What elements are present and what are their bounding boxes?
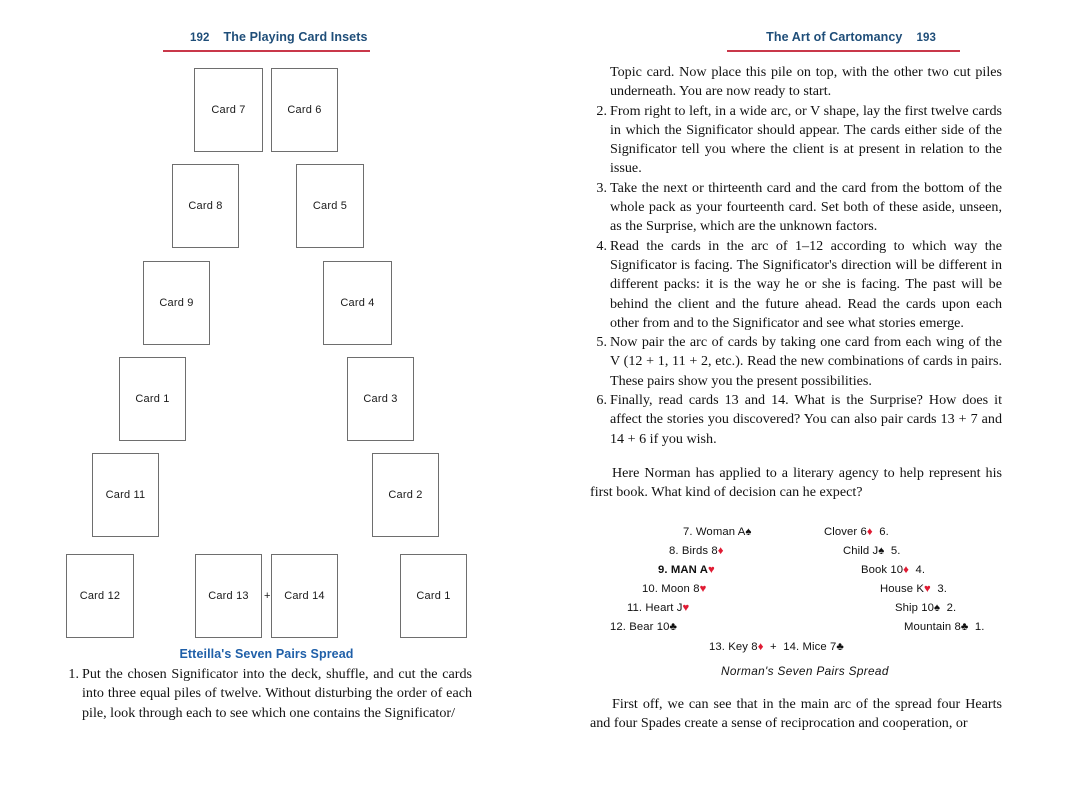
spread-surprise-line bbox=[709, 641, 844, 653]
instruction-text: Finally, read cards 13 and 14. What is the Surprise? How does it affect the stories you discovered? You can also pair cards 13 + 7 and 14 + 6 if you wish. bbox=[610, 392, 1002, 447]
spread-entry-name: Birds bbox=[681, 545, 709, 557]
header-rule-right bbox=[727, 50, 960, 52]
card-label: Card 3 bbox=[363, 393, 398, 405]
spread-entry-rank: K bbox=[916, 583, 925, 595]
card-box bbox=[119, 357, 186, 441]
spread-entry-number: 7. bbox=[683, 526, 693, 538]
spread-entry-number: 3. bbox=[937, 583, 947, 595]
spread-entry-name: Child bbox=[843, 545, 870, 557]
instruction-text: Read the cards in the arc of 1–12 according to which way the Significator is facing. The Significator's direction will be different in different packs: it is the way he or she is facing. The past will be behind the client and the future ahead. Read the cards upon each other from and to the Significator and see what stories emerge. bbox=[610, 237, 1002, 331]
spread-entry bbox=[669, 545, 724, 557]
card-spread-diagram bbox=[0, 0, 533, 660]
card-label: Card 2 bbox=[388, 489, 423, 501]
spread-entry-rank: A bbox=[737, 526, 746, 538]
instruction-number: 2. bbox=[596, 102, 607, 119]
card-box bbox=[194, 68, 263, 152]
instruction-item bbox=[590, 237, 1002, 333]
spread-entry-suit-icon: ♠ bbox=[934, 602, 941, 614]
card-label: Card 14 bbox=[284, 590, 325, 602]
card-box bbox=[271, 68, 338, 152]
instruction-number: 4. bbox=[596, 237, 607, 254]
card-box bbox=[271, 554, 338, 638]
spread-entry-number: 6. bbox=[879, 526, 889, 538]
spread-entry-rank: J bbox=[676, 602, 683, 614]
spread-entry-name: Book bbox=[861, 564, 888, 576]
instruction-item bbox=[590, 333, 1002, 391]
spread-entry-suit-icon: ♥ bbox=[682, 602, 690, 614]
card-label: Card 12 bbox=[79, 590, 121, 602]
surprise-entry-number: 14. bbox=[783, 641, 800, 653]
instruction-text: Take the next or thirteenth card and the card from the bottom of the whole pack as your fourteenth card. Set both of these aside, unseen, as the Surprise, which are the unknown factors. bbox=[610, 179, 1002, 235]
spread-entry-rank: A bbox=[699, 564, 708, 576]
spread-entry bbox=[627, 602, 689, 614]
spread-entry-number: 2. bbox=[946, 602, 957, 614]
closing-paragraph-block bbox=[590, 695, 1002, 734]
spread-entry-suit-icon: ♣ bbox=[960, 621, 969, 633]
spread-entry-name: Moon bbox=[661, 583, 690, 595]
spread-entry-suit-icon: ♦ bbox=[903, 564, 910, 576]
card-label: Card 13 bbox=[208, 590, 249, 602]
card-label: Card 1 bbox=[135, 393, 170, 405]
instruction-item bbox=[590, 391, 1002, 449]
card-box bbox=[296, 164, 364, 248]
spread-entry-name: Ship bbox=[895, 602, 919, 614]
left-instructions-block bbox=[62, 665, 472, 723]
card-label: Card 11 bbox=[105, 489, 146, 501]
spread-entry bbox=[904, 621, 985, 633]
norman-intro-paragraph: Here Norman has applied to a literary agency to help represent his first book. What kind of decision can he expect? bbox=[590, 465, 1002, 501]
spread-entry-rank: 8 bbox=[954, 621, 961, 633]
surprise-entry-name: Mice bbox=[802, 641, 827, 653]
instruction-text: Put the chosen Significator into the deck, shuffle, and cut the cards into three equal piles of twelve. Without disturbing the order of each pile, look through each to see which one contains the Significator/ bbox=[82, 666, 472, 721]
card-label: Card 9 bbox=[159, 297, 194, 309]
spread-entry-suit-icon: ♥ bbox=[708, 564, 715, 576]
instruction-item bbox=[62, 665, 472, 723]
spread-entry bbox=[683, 526, 751, 538]
instruction-number: 6. bbox=[596, 392, 607, 409]
spread-entry-rank: 8 bbox=[711, 545, 718, 557]
card-box bbox=[347, 357, 414, 441]
instruction-item bbox=[590, 179, 1002, 237]
instruction-number: 3. bbox=[596, 179, 607, 196]
right-page bbox=[533, 0, 1066, 800]
spread-entry-name: Clover bbox=[824, 526, 858, 538]
spread-entry-number: 4. bbox=[915, 564, 926, 576]
instruction-item bbox=[590, 102, 1002, 179]
spread-entry-number: 11. bbox=[627, 602, 643, 614]
card-box bbox=[372, 453, 439, 537]
card-box bbox=[92, 453, 159, 537]
spread-entry-number: 9. bbox=[658, 564, 668, 576]
diagram-plus-sign: + bbox=[264, 590, 271, 602]
folio-left: 192 bbox=[190, 32, 210, 44]
surprise-entry-number: 13. bbox=[709, 641, 726, 653]
spread-entry-suit-icon: ♦ bbox=[866, 526, 873, 538]
spread-entry-rank: 10 bbox=[656, 621, 670, 633]
spread-entry-rank: 10 bbox=[921, 602, 935, 614]
spread-entry-name: MAN bbox=[670, 564, 697, 576]
card-label: Card 4 bbox=[340, 297, 375, 309]
surprise-plus-sign: + bbox=[770, 641, 777, 653]
spread-entry-name: House bbox=[880, 583, 914, 595]
card-box bbox=[66, 554, 134, 638]
spread-entry-rank: J bbox=[872, 545, 879, 557]
spread-entry-name: Bear bbox=[629, 621, 654, 633]
right-text-column-top bbox=[590, 63, 1002, 449]
norman-intro-block bbox=[590, 464, 1002, 503]
card-label: Card 8 bbox=[188, 200, 223, 212]
spread-entry bbox=[658, 564, 715, 576]
surprise-entry-suit-icon: ♦ bbox=[757, 641, 764, 653]
running-head-title-right: The Art of Cartomancy bbox=[766, 30, 903, 44]
spread-entry-suit-icon: ♥ bbox=[924, 583, 931, 595]
spread-entry-rank: 8 bbox=[693, 583, 700, 595]
spread-entry-number: 10. bbox=[642, 583, 659, 595]
continued-paragraph: Topic card. Now place this pile on top, with the other two cut piles underneath. You are now ready to start. bbox=[610, 64, 1002, 100]
card-box bbox=[195, 554, 262, 638]
card-box bbox=[172, 164, 239, 248]
spread-entry-name: Mountain bbox=[904, 621, 952, 633]
instruction-list-left bbox=[62, 665, 472, 723]
card-label: Card 1 bbox=[416, 590, 451, 602]
card-label: Card 6 bbox=[287, 104, 322, 116]
spread-entry bbox=[843, 545, 900, 557]
spread-entry-suit-icon: ♦ bbox=[717, 545, 724, 557]
spread-entry-suit-icon: ♥ bbox=[699, 583, 707, 595]
spread-entry bbox=[824, 526, 889, 538]
running-head-right bbox=[766, 30, 936, 52]
spread-entry-name: Woman bbox=[695, 526, 736, 538]
diagram-caption: Etteilla's Seven Pairs Spread bbox=[179, 647, 354, 661]
spread-entry bbox=[642, 583, 706, 595]
card-label: Card 7 bbox=[211, 104, 246, 116]
instruction-text: Now pair the arc of cards by taking one card from each wing of the V (12 + 1, 11 + 2, etc.). Read the new combinations of cards in pairs. These pairs show you the present possibilities. bbox=[610, 334, 1002, 389]
spread-entry-rank: 6 bbox=[860, 526, 867, 538]
spread-entry-number: 1. bbox=[974, 621, 985, 633]
instruction-number: 1. bbox=[68, 666, 79, 682]
spread-entry-suit-icon: ♠ bbox=[878, 545, 885, 557]
spread-entry bbox=[880, 583, 947, 595]
surprise-entry-rank: 7 bbox=[830, 641, 837, 653]
spread-entry-suit-icon: ♠ bbox=[745, 526, 752, 538]
folio-right: 193 bbox=[916, 32, 936, 44]
spread-entry-number: 5. bbox=[890, 545, 901, 557]
instruction-list-right bbox=[590, 102, 1002, 449]
surprise-entry-rank: 8 bbox=[751, 641, 758, 653]
spread-entry-rank: 10 bbox=[890, 564, 904, 576]
surprise-entry-suit-icon: ♣ bbox=[836, 641, 844, 653]
spread-entry bbox=[895, 602, 956, 614]
closing-paragraph: First off, we can see that in the main arc of the spread four Hearts and four Spades create a sense of reciprocation and cooperation, or bbox=[590, 696, 1002, 732]
running-head-title-left: The Playing Card Insets bbox=[223, 30, 368, 44]
spread-entry-number: 8. bbox=[669, 545, 679, 557]
spread-caption: Norman's Seven Pairs Spread bbox=[721, 664, 889, 678]
instruction-number: 5. bbox=[596, 334, 607, 351]
card-box bbox=[143, 261, 210, 345]
spread-entry bbox=[861, 564, 925, 576]
instruction-text: From right to left, in a wide arc, or V shape, lay the first twelve cards in which the Significator should appear. The cards either side of the Significator tell you where the client is at present in relation to the issue. bbox=[610, 102, 1002, 177]
card-box bbox=[400, 554, 467, 638]
card-box bbox=[323, 261, 392, 345]
surprise-entry-name: Key bbox=[728, 641, 749, 653]
spread-entry-suit-icon: ♣ bbox=[669, 621, 678, 633]
spread-entry-number: 12. bbox=[610, 621, 627, 633]
spread-entry bbox=[610, 621, 677, 633]
card-label: Card 5 bbox=[312, 200, 348, 212]
spread-entry-name: Heart bbox=[645, 602, 674, 614]
